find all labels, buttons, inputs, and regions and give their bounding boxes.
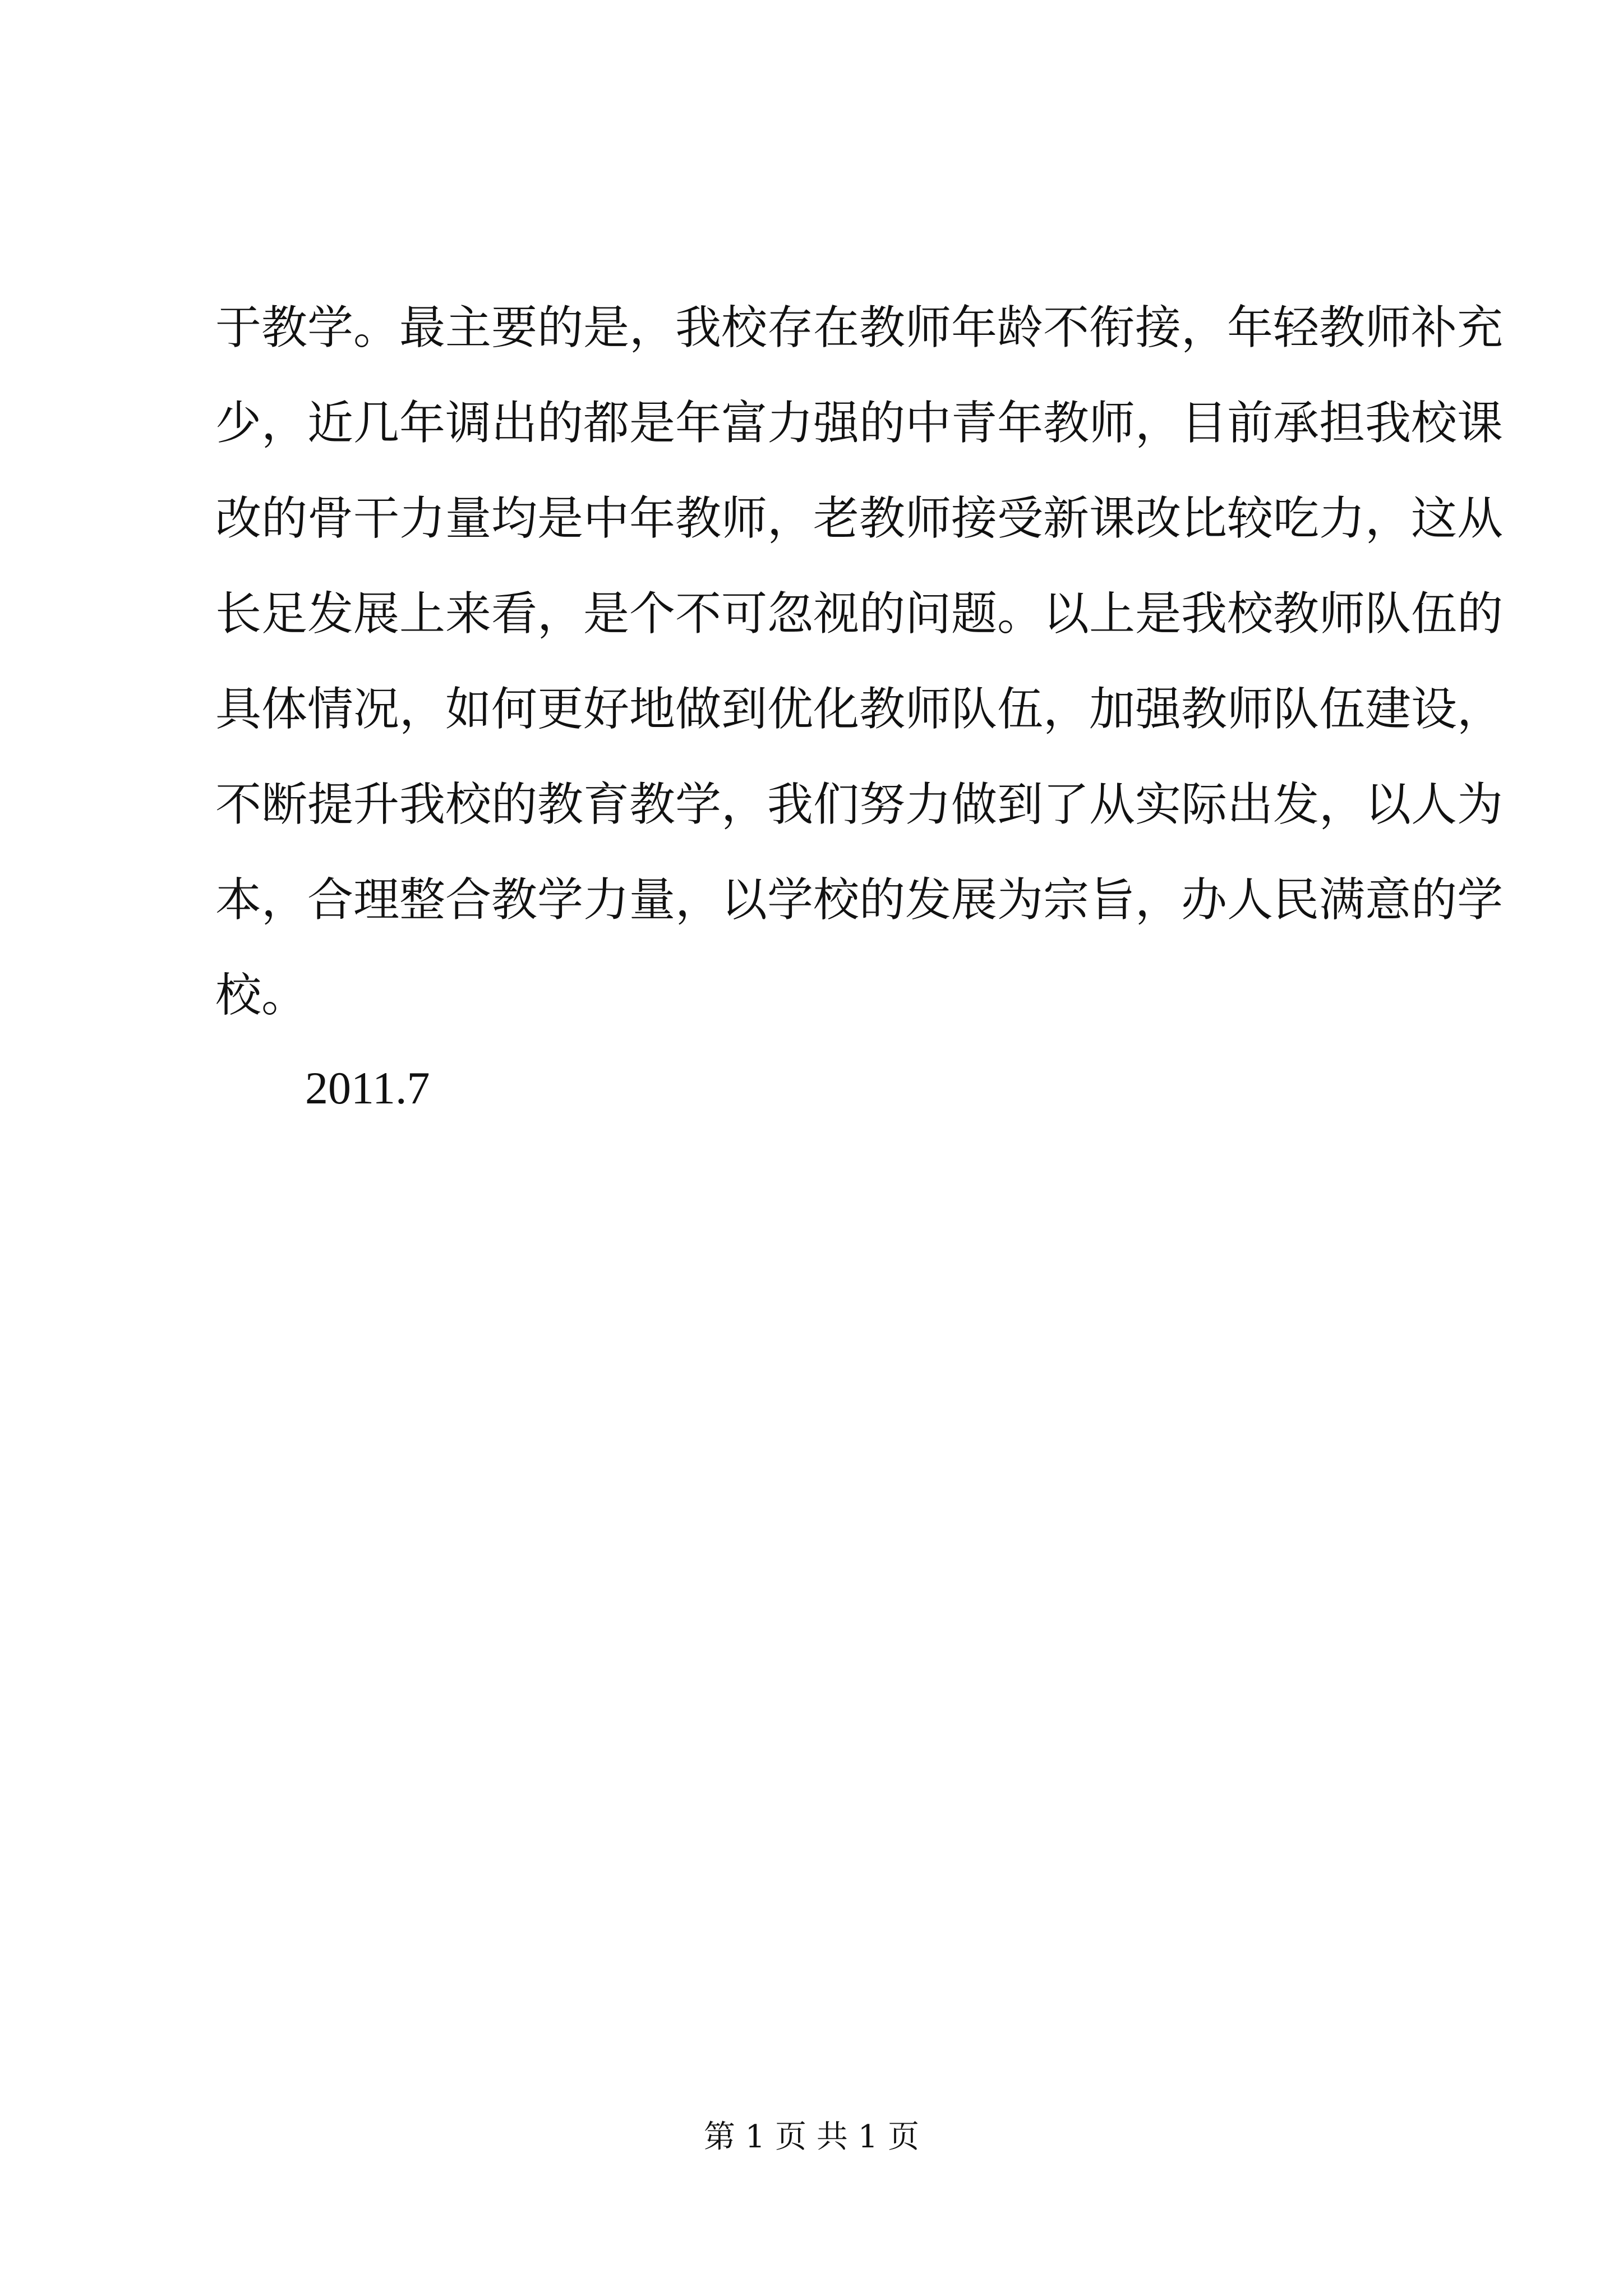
- paragraph-line-6: 不断提升我校的教育教学，我们努力做到了从实际出发，以人为: [215, 778, 1504, 831]
- paragraph-line-4: 长足发展上来看，是个不可忽视的问题。以上是我校教师队伍的: [215, 587, 1504, 641]
- paragraph-line-7: 本，合理整合教学力量，以学校的发展为宗旨，办人民满意的学: [215, 873, 1504, 927]
- page-number-footer: 第 1 页 共 1 页: [703, 2119, 920, 2155]
- document-date: 2011.7: [305, 1062, 430, 1114]
- paragraph-line-8: 校。: [215, 969, 308, 1022]
- paragraph-line-5: 具体情况，如何更好地做到优化教师队伍，加强教师队伍建设，: [215, 683, 1504, 736]
- paragraph-line-3: 改的骨干力量均是中年教师，老教师接受新课改比较吃力，这从: [215, 492, 1504, 545]
- paragraph-line-1: 于教学。最主要的是，我校存在教师年龄不衔接，年轻教师补充: [215, 301, 1504, 355]
- paragraph-line-2: 少，近几年调出的都是年富力强的中青年教师，目前承担我校课: [215, 397, 1504, 450]
